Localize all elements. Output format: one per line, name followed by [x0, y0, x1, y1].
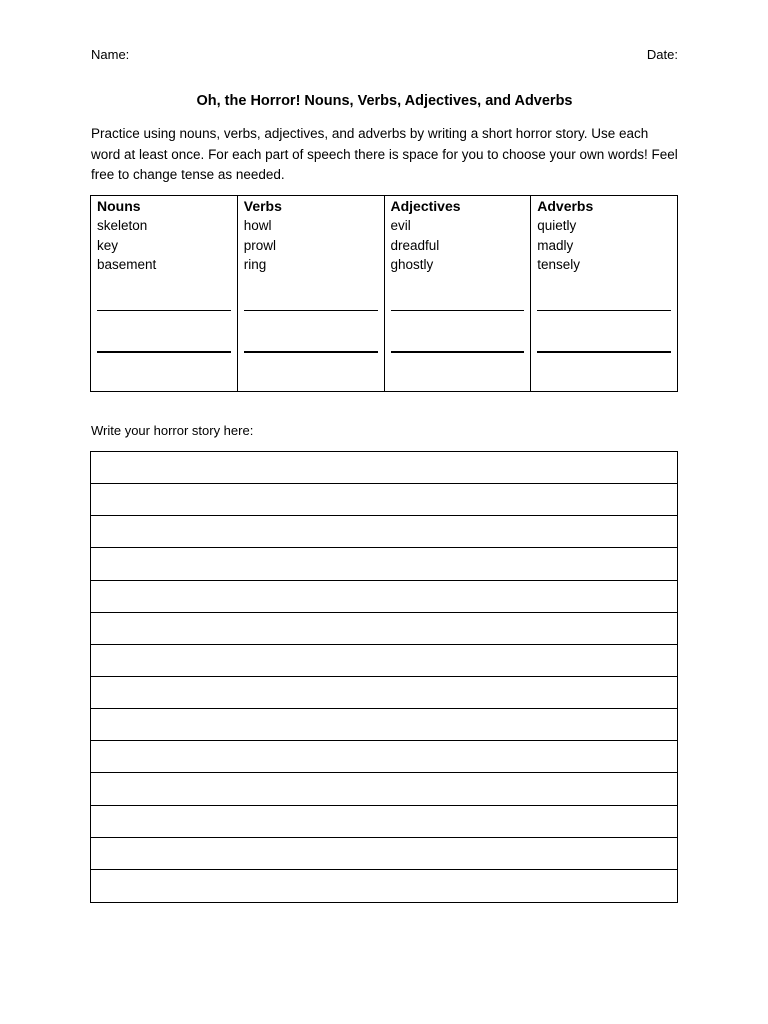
story-label: Write your horror story here:: [91, 423, 254, 438]
instructions-paragraph: Practice using nouns, verbs, adjectives, and adverbs by writing a short horror story. Use each word at least once. For each part of speech there is space for you to choose your own words! Feel free to change tense as needed.: [91, 126, 678, 182]
word-item: evil: [390, 218, 411, 233]
blank-word-line[interactable]: [391, 351, 525, 353]
story-writing-line[interactable]: [91, 548, 677, 580]
story-writing-line[interactable]: [91, 677, 677, 709]
word-item: ghostly: [390, 257, 434, 272]
word-item: basement: [97, 257, 157, 272]
header-row: [91, 47, 678, 65]
word-item: key: [97, 237, 119, 253]
story-writing-line[interactable]: [91, 838, 677, 870]
word-item: quietly: [537, 218, 577, 233]
worksheet-title: Oh, the Horror! Nouns, Verbs, Adjectives, and Adverbs: [196, 93, 573, 109]
verbs-column: [238, 196, 385, 391]
story-writing-line[interactable]: [91, 484, 677, 516]
story-writing-line[interactable]: [91, 741, 677, 773]
column-header: Adjectives: [390, 198, 461, 214]
story-writing-line[interactable]: [91, 709, 677, 741]
blank-word-line[interactable]: [391, 310, 525, 311]
adjectives-column: [385, 196, 532, 391]
word-item: tensely: [537, 257, 581, 272]
word-item: prowl: [243, 237, 277, 253]
word-item: madly: [537, 237, 574, 253]
date-label: Date:: [646, 47, 678, 62]
word-item: howl: [243, 218, 272, 233]
column-header: Nouns: [97, 198, 141, 214]
adverbs-column: [531, 196, 677, 391]
story-writing-box: [90, 451, 678, 903]
story-writing-line[interactable]: [91, 581, 677, 613]
story-writing-line[interactable]: [91, 773, 677, 805]
word-bank-table: [90, 195, 678, 392]
blank-word-line[interactable]: [537, 310, 671, 311]
blank-word-line[interactable]: [244, 310, 378, 311]
story-writing-line[interactable]: [91, 452, 677, 484]
column-header: Verbs: [243, 198, 282, 214]
word-item: dreadful: [390, 237, 440, 253]
blank-word-line[interactable]: [97, 351, 231, 353]
story-writing-line[interactable]: [91, 645, 677, 677]
story-writing-line[interactable]: [91, 806, 677, 838]
word-item: ring: [243, 257, 267, 272]
name-label: Name:: [91, 47, 130, 62]
word-item: skeleton: [97, 218, 148, 233]
story-writing-line[interactable]: [91, 870, 677, 902]
blank-word-line[interactable]: [537, 351, 671, 353]
story-writing-line[interactable]: [91, 516, 677, 548]
column-header: Adverbs: [537, 198, 594, 214]
nouns-column: [91, 196, 238, 391]
story-writing-line[interactable]: [91, 613, 677, 645]
blank-word-line[interactable]: [244, 351, 378, 353]
blank-word-line[interactable]: [97, 310, 231, 311]
